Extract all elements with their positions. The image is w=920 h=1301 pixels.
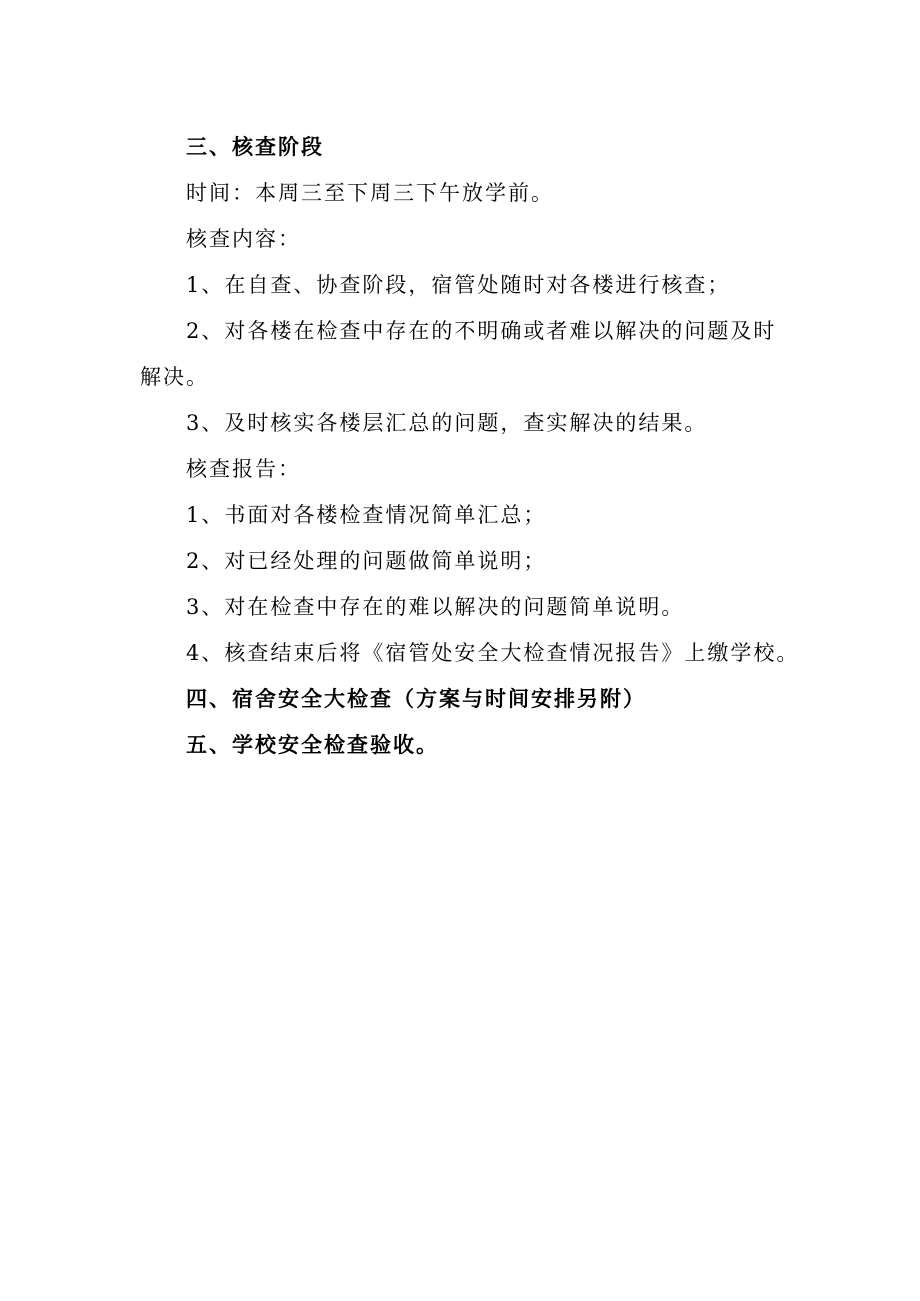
- content-item-3: 3、及时核实各楼层汇总的问题，查实解决的结果。: [186, 411, 708, 435]
- section-5-heading: 五、学校安全检查验收。: [186, 733, 439, 757]
- content-item-1: 1、在自查、协查阶段，宿管处随时对各楼进行核查；: [186, 273, 731, 297]
- content-item-2-line-2: 解决。: [140, 365, 209, 389]
- document-body: [140, 124, 800, 768]
- report-item-3: 3、对在检查中存在的难以解决的问题简单说明。: [186, 595, 685, 619]
- section-3-heading: 三、核查阶段: [186, 135, 324, 159]
- check-content-label: 核查内容：: [186, 227, 301, 251]
- time-line: 时间：本周三至下周三下午放学前。: [186, 181, 554, 205]
- report-item-1: 1、书面对各楼检查情况简单汇总；: [186, 503, 547, 527]
- content-item-2-line-1: 2、对各楼在检查中存在的不明确或者难以解决的问题及时: [186, 319, 777, 343]
- check-report-label: 核查报告：: [186, 457, 301, 481]
- report-item-2: 2、对已经处理的问题做简单说明；: [186, 549, 547, 573]
- section-4-heading: 四、宿舍安全大检查（方案与时间安排另附）: [186, 687, 646, 711]
- report-item-4: 4、核查结束后将《宿管处安全大检查情况报告》上缴学校。: [186, 641, 800, 665]
